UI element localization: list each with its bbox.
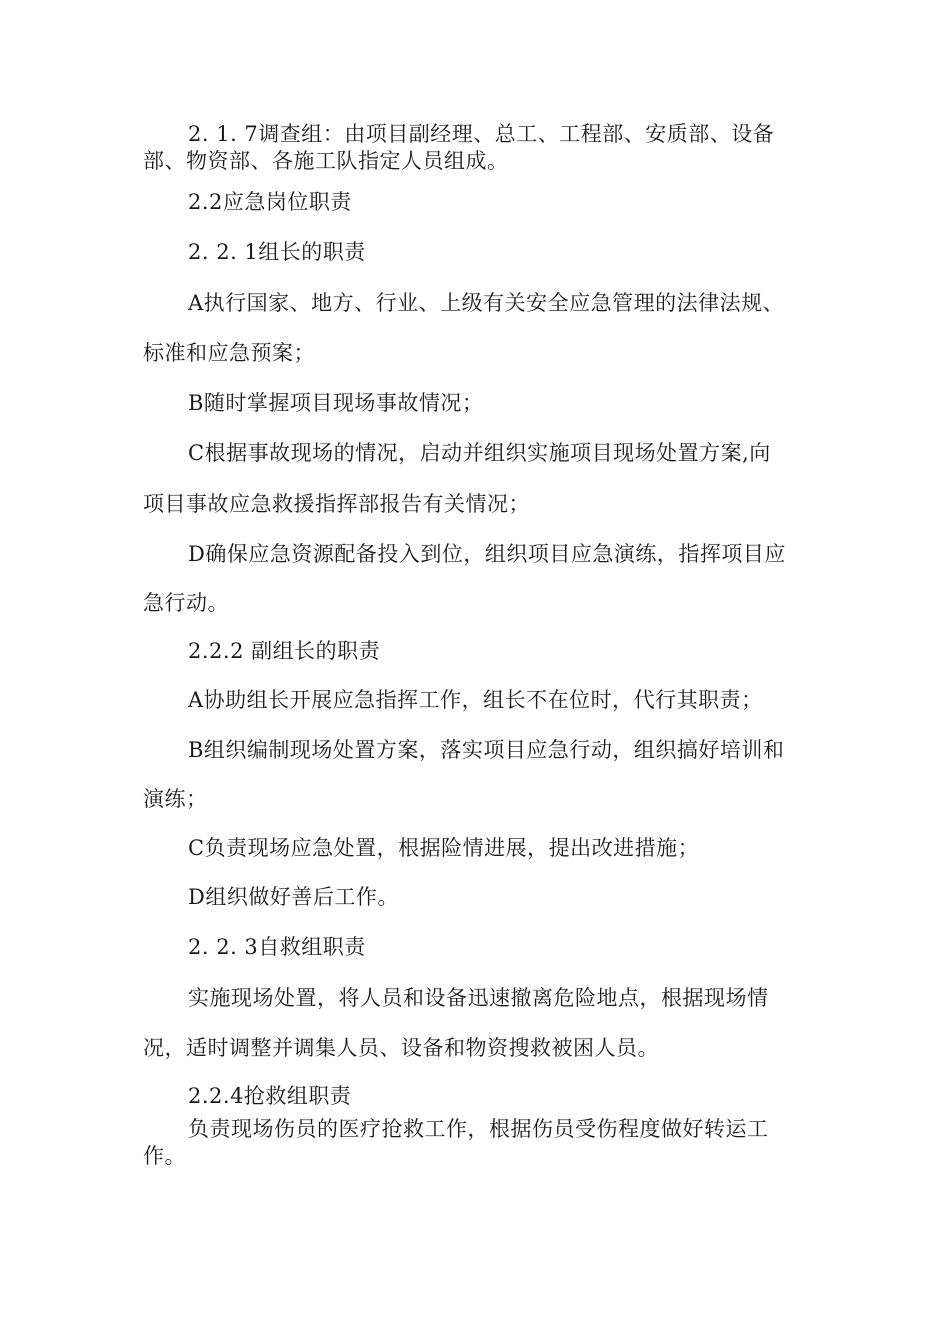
paragraph-line: C根据事故现场的情况，启动并组织实施项目现场处置方案,向 <box>188 441 771 465</box>
paragraph-line: 演练； <box>143 787 208 811</box>
paragraph-line: 实施现场处置，将人员和设备迅速撤离危险地点，根据现场情 <box>188 986 769 1010</box>
paragraph-line: 2. 1. 7调查组：由项目副经理、总工、工程部、安质部、设备 <box>188 122 775 146</box>
section-heading: 2.2.2 副组长的职责 <box>188 639 381 663</box>
paragraph-line: 标准和应急预案； <box>143 341 315 365</box>
paragraph-line: 负责现场伤员的医疗抢救工作，根据伤员受伤程度做好转运工 <box>188 1117 769 1141</box>
section-heading: 2.2.4抢救组职责 <box>188 1084 352 1108</box>
paragraph-line: 况，适时调整并调集人员、设备和物资搜救被困人员。 <box>143 1036 659 1060</box>
section-heading: 2. 2. 1组长的职责 <box>188 240 366 264</box>
paragraph-line: 项目事故应急救援指挥部报告有关情况； <box>143 492 530 516</box>
paragraph-line: D组织做好善后工作。 <box>188 885 399 909</box>
paragraph-line: 急行动。 <box>143 591 229 615</box>
paragraph-line: C负责现场应急处置，根据险情进展，提出改进措施； <box>188 836 700 860</box>
paragraph-line: 作。 <box>143 1144 186 1168</box>
paragraph-line: 部、物资部、各施工队指定人员组成。 <box>143 149 509 173</box>
paragraph-line: A执行国家、地方、行业、上级有关安全应急管理的法律法规、 <box>188 291 785 315</box>
section-heading: 2.2应急岗位职责 <box>188 190 352 214</box>
paragraph-line: D确保应急资源配备投入到位，组织项目应急演练，指挥项目应 <box>188 542 786 566</box>
section-heading: 2. 2. 3自救组职责 <box>188 935 366 959</box>
paragraph-line: B组织编制现场处置方案，落实项目应急行动，组织搞好培训和 <box>188 738 785 762</box>
paragraph-line: B随时掌握项目现场事故情况； <box>188 391 484 415</box>
paragraph-line: A协助组长开展应急指挥工作，组长不在位时，代行其职责； <box>188 688 763 712</box>
